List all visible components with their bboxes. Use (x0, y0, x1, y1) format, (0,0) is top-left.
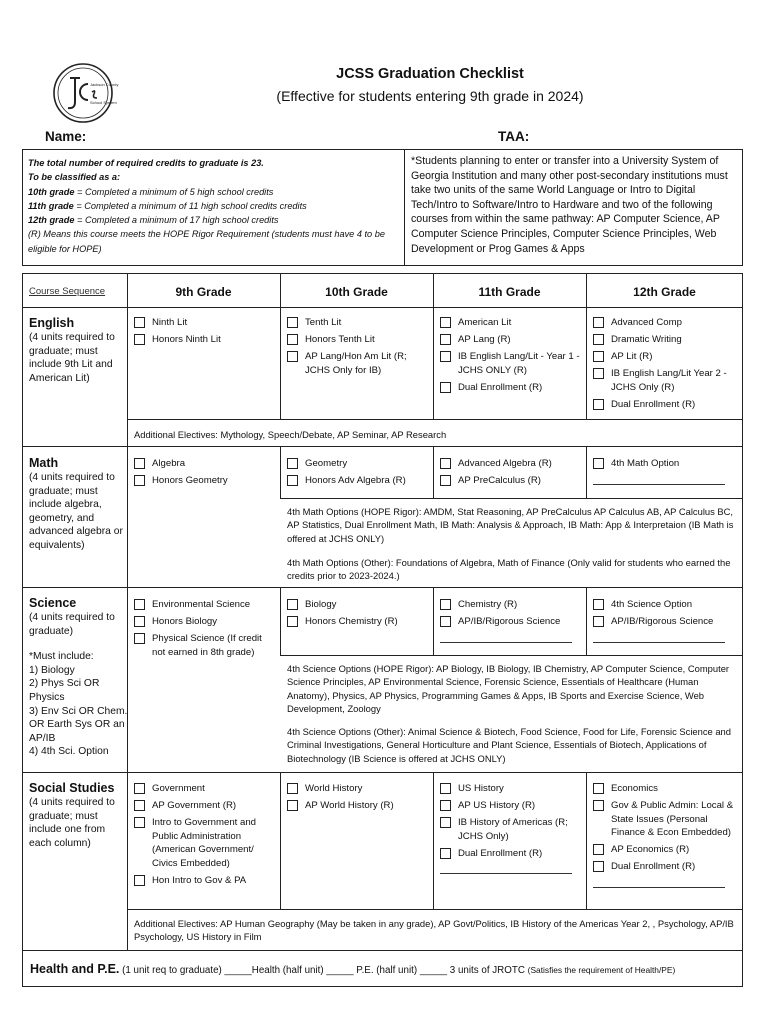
checkbox[interactable] (593, 861, 604, 872)
course-item[interactable]: Honors Biology (134, 615, 276, 629)
course-item[interactable]: Chemistry (R) (440, 598, 582, 612)
course-item[interactable]: Tenth Lit (287, 316, 429, 330)
checkbox[interactable] (440, 848, 451, 859)
subject-social-studies (29, 780, 129, 850)
checkbox[interactable] (440, 351, 451, 362)
social-col-4-courses (593, 782, 738, 888)
name-label: Name: (45, 129, 87, 144)
checkbox[interactable] (440, 817, 451, 828)
checkbox[interactable] (593, 399, 604, 410)
checkbox[interactable] (287, 317, 298, 328)
english-electives: Additional Electives: Mythology, Speech/Debate, AP Seminar, AP Research (134, 429, 447, 440)
page-header (200, 66, 660, 104)
checkbox[interactable] (593, 844, 604, 855)
school-logo (52, 62, 119, 124)
course-item[interactable]: IB History of Americas (R; JCHS Only) (440, 816, 582, 843)
course-item[interactable]: Advanced Comp (593, 316, 738, 330)
write-in-line[interactable] (593, 878, 725, 888)
col-divider (280, 587, 281, 655)
english-11th-courses (440, 316, 582, 398)
subject-name: Social Studies (29, 781, 115, 795)
row-divider (23, 587, 742, 588)
english-10th-courses (287, 316, 429, 381)
course-item[interactable]: AP US History (R) (440, 799, 582, 813)
course-item[interactable]: World History (287, 782, 429, 796)
subject-english (29, 315, 129, 385)
math-12th-courses (593, 457, 738, 485)
svg-text:Jackson County: Jackson County (90, 82, 119, 87)
checkbox[interactable] (440, 599, 451, 610)
checkbox[interactable] (440, 783, 451, 794)
header-10th-grade: 10th Grade (325, 285, 388, 299)
col-divider (433, 274, 434, 419)
checkbox[interactable] (134, 800, 145, 811)
course-item[interactable]: 4th Math Option (593, 457, 738, 471)
col-divider (433, 772, 434, 909)
course-item[interactable]: AP Lang (R) (440, 333, 582, 347)
course-item[interactable]: 4th Science Option (593, 598, 738, 612)
checkbox[interactable] (134, 633, 145, 644)
checkbox[interactable] (440, 317, 451, 328)
checkbox[interactable] (134, 317, 145, 328)
course-item[interactable]: Intro to Government and Public Administration (American Government/ Civics Embedded) (134, 816, 276, 870)
info-box (22, 149, 743, 266)
course-item[interactable]: Dual Enrollment (R) (440, 381, 582, 395)
header-12th-grade: 12th Grade (633, 285, 696, 299)
course-item[interactable]: AP/IB/Rigorous Science (440, 615, 582, 629)
subject-math (29, 455, 129, 553)
subject-name: English (29, 316, 75, 330)
checkbox[interactable] (593, 351, 604, 362)
col-divider (586, 446, 587, 498)
checkbox[interactable] (287, 334, 298, 345)
checkbox[interactable] (593, 368, 604, 379)
checkbox[interactable] (287, 599, 298, 610)
course-item[interactable]: AP/IB/Rigorous Science (593, 615, 738, 629)
checkbox[interactable] (134, 616, 145, 627)
course-item[interactable]: Honors Adv Algebra (R) (287, 474, 429, 488)
checkbox[interactable] (440, 616, 451, 627)
course-item[interactable]: IB English Lang/Lit - Year 1 - JCHS ONLY (R) (440, 350, 582, 377)
classified-text: To be classified as a: (28, 172, 121, 183)
checkbox[interactable] (134, 599, 145, 610)
english-12th-courses (593, 316, 738, 415)
english-9th-courses (134, 316, 276, 350)
course-item[interactable]: Gov & Public Admin: Local & State Issues (Personal Finance & Econ Embedded) (593, 799, 738, 840)
science-10th-courses (287, 598, 429, 632)
math-10th-courses (287, 457, 429, 491)
row-divider (23, 307, 742, 308)
checkbox[interactable] (440, 458, 451, 469)
checkbox[interactable] (593, 599, 604, 610)
course-item[interactable]: AP World History (R) (287, 799, 429, 813)
math-9th-courses (134, 457, 276, 491)
subject-desc: (4 units required to graduate; must include one from each column) (29, 797, 115, 849)
math-other-options: 4th Math Options (Other): Foundations of Algebra, Math of Finance (Only valid for students who earned the credits prior to 2023-2024.) (287, 557, 731, 582)
col-divider (586, 772, 587, 909)
science-12th-courses (593, 598, 738, 643)
checkbox[interactable] (287, 351, 298, 362)
checkbox[interactable] (134, 783, 145, 794)
checkbox[interactable] (134, 875, 145, 886)
course-item[interactable]: Ninth Lit (134, 316, 276, 330)
course-item[interactable]: US History (440, 782, 582, 796)
course-item[interactable]: AP Lang/Hon Am Lit (R; JCHS Only for IB) (287, 350, 429, 377)
write-in-line[interactable] (440, 633, 572, 643)
checkbox[interactable] (287, 783, 298, 794)
checkbox[interactable] (593, 783, 604, 794)
write-in-line[interactable] (593, 633, 725, 643)
social-col-3-courses (440, 782, 582, 874)
col-divider (586, 587, 587, 655)
checkbox[interactable] (287, 616, 298, 627)
row-divider (280, 655, 742, 656)
course-item[interactable]: Economics (593, 782, 738, 796)
grade-11-req: 11th grade = Completed a minimum of 11 high school credits credits (28, 200, 307, 211)
social-electives: Additional Electives: AP Human Geography (May be taken in any grade), AP Govt/Politics, IB History of the Americas Year 2, , Psychology, AP/IB Psychology, US History in Film (134, 918, 734, 943)
math-11th-courses (440, 457, 582, 491)
social-col-2-courses (287, 782, 429, 816)
course-item[interactable]: Honors Geometry (134, 474, 276, 488)
health-pe-row (30, 962, 675, 976)
science-9th-courses (134, 598, 276, 663)
checkbox[interactable] (440, 382, 451, 393)
course-item[interactable]: Honors Tenth Lit (287, 333, 429, 347)
course-item[interactable]: Geometry (287, 457, 429, 471)
row-divider (23, 772, 742, 773)
checkbox[interactable] (593, 458, 604, 469)
checkbox[interactable] (287, 475, 298, 486)
checkbox[interactable] (440, 475, 451, 486)
checkbox[interactable] (134, 458, 145, 469)
svg-text:School System: School System (90, 100, 117, 105)
course-item[interactable]: Honors Ninth Lit (134, 333, 276, 347)
course-item[interactable]: Dramatic Writing (593, 333, 738, 347)
grade-12-req: 12th grade = Completed a minimum of 17 high school credits (28, 215, 279, 226)
subject-desc: (4 units required to graduate; must include 9th Lit and American Lit) (29, 332, 115, 384)
hope-note: (R) Means this course meets the HOPE Rigor Requirement (students must have 4 to be eligible for HOPE) (28, 229, 385, 254)
checkbox[interactable] (134, 817, 145, 828)
course-item[interactable]: Advanced Algebra (R) (440, 457, 582, 471)
checkbox[interactable] (593, 334, 604, 345)
checklist-table (22, 273, 743, 987)
col-divider (586, 274, 587, 419)
header-11th-grade: 11th Grade (478, 285, 541, 299)
usg-note: *Students planning to enter or transfer into a University System of Georgia Institution and many other post-secondary institutions must take two units of the same World Language or Intro to Digital Tech/Intro to Software/Intro to Hardware and two of the following courses from within the same pathway: AP Computer Science, AP Computer Science Principles, Computer Science Principles, Web Development or Prog Games & Apps (411, 155, 728, 255)
checkbox[interactable] (593, 616, 604, 627)
row-divider (280, 498, 742, 499)
health-pe-req: (1 unit req to graduate) (119, 965, 225, 976)
write-in-line[interactable] (440, 864, 572, 874)
row-divider (23, 446, 742, 447)
course-item[interactable]: AP Government (R) (134, 799, 276, 813)
science-11th-courses (440, 598, 582, 643)
checkbox[interactable] (593, 800, 604, 811)
page-subtitle: (Effective for students entering 9th grade in 2024) (276, 88, 584, 104)
checkbox[interactable] (287, 458, 298, 469)
course-item[interactable]: AP PreCalculus (R) (440, 474, 582, 488)
credit-requirements (23, 150, 405, 265)
course-item[interactable]: Dual Enrollment (R) (593, 860, 738, 874)
header-9th-grade: 9th Grade (175, 285, 232, 299)
science-must-include: *Must include: 1) Biology 2) Phys Sci OR Physics 3) Env Sci OR Chem. OR Earth Sys OR an AP/IB 4) 4th Sci. Option (29, 651, 128, 758)
course-item[interactable]: Hon Intro to Gov & PA (134, 874, 276, 888)
checkbox[interactable] (287, 800, 298, 811)
taa-label: TAA: (498, 129, 530, 144)
course-item[interactable]: IB English Lang/Lit Year 2 - JCHS Only (R) (593, 367, 738, 394)
col-divider (280, 274, 281, 419)
page-title: JCSS Graduation Checklist (336, 66, 524, 82)
math-hope-options: 4th Math Options (HOPE Rigor): AMDM, Stat Reasoning, AP PreCalculus AP Calculus AB, AP Calculus BC, AP Statistics, Dual Enrollment Math, IB Math: Analysis & Approach, IB Math: App & Interpretaion (IB Math is offered at JCHS ONLY) (287, 506, 734, 544)
course-item[interactable]: Honors Chemistry (R) (287, 615, 429, 629)
course-item[interactable]: Biology (287, 598, 429, 612)
course-item[interactable]: AP Lit (R) (593, 350, 738, 364)
write-in-line[interactable] (593, 475, 725, 485)
course-item[interactable]: Environmental Science (134, 598, 276, 612)
science-hope-options: 4th Science Options (HOPE Rigor): AP Biology, IB Biology, IB Chemistry, AP Computer Science, Computer Science Principles, AP Environmental Science, Forensic Science, Essentials of Healthcare (Human Anatomy), Physics, AP Physics, Programming Games & Apps, IB Sports and Exercise Science, Web Development, Zoology (287, 663, 730, 715)
subject-name: Math (29, 456, 59, 470)
course-item[interactable]: Dual Enrollment (R) (593, 398, 738, 412)
row-divider (23, 950, 742, 951)
col-divider (433, 446, 434, 498)
row-divider (127, 419, 742, 420)
health-pe-options[interactable]: _____Health (half unit) _____ P.E. (half unit) _____ 3 units of JROTC (224, 965, 528, 976)
col-divider (433, 587, 434, 655)
grade-10-req: 10th grade = Completed a minimum of 5 high school credits (28, 186, 274, 197)
health-pe-title: Health and P.E. (30, 962, 120, 976)
course-item[interactable]: Government (134, 782, 276, 796)
checkbox[interactable] (134, 334, 145, 345)
checkbox[interactable] (440, 800, 451, 811)
col-divider (280, 446, 281, 498)
social-col-1-courses (134, 782, 276, 891)
course-item[interactable]: American Lit (440, 316, 582, 330)
row-divider (127, 909, 742, 910)
checkbox[interactable] (134, 475, 145, 486)
checkbox[interactable] (593, 317, 604, 328)
science-other-options: 4th Science Options (Other): Animal Science & Biotech, Food Science, Food for Life, Forensic Science and Criminal Investigations, General Horticulture and Plant Science, Essentials of Biotech, Applications of Biotechnology (IB Science is offered at JCHS ONLY) (287, 726, 731, 764)
course-item[interactable]: Algebra (134, 457, 276, 471)
total-credits-text: The total number of required credits to graduate is 23. (28, 158, 264, 168)
course-item[interactable]: Physical Science (If credit not earned in 8th grade) (134, 632, 276, 659)
col-divider (280, 772, 281, 909)
course-item[interactable]: Dual Enrollment (R) (440, 847, 582, 861)
subject-science (29, 595, 129, 759)
subject-name: Science (29, 596, 77, 610)
subject-desc: (4 units required to graduate; must include algebra, geometry, and advanced algebra or equivalents) (29, 472, 123, 551)
course-item[interactable]: AP Economics (R) (593, 843, 738, 857)
checkbox[interactable] (440, 334, 451, 345)
subject-desc: (4 units required to graduate) (29, 612, 115, 637)
course-sequence-label: Course Sequence (29, 286, 106, 297)
health-pe-note: (Satisfies the requirement of Health/PE) (527, 965, 676, 975)
